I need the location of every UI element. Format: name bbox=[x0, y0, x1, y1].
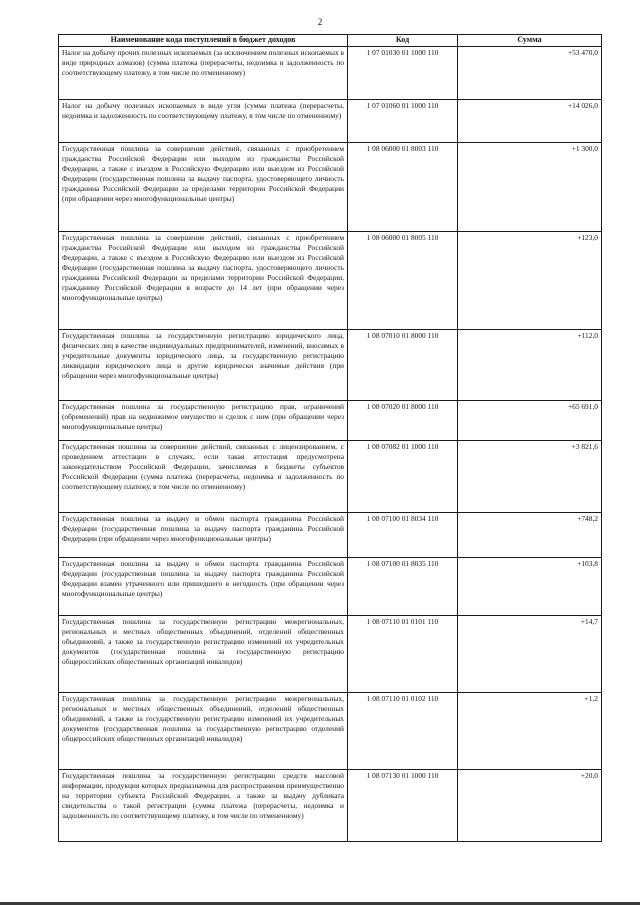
revenue-name: Государственная пошлина за выдачу и обмен паспорта гражданина Российской Федерации (государственная пошлина за выдачу паспорта гражданина Российской Федерации взамен утраченного или пришедшего в негодность (при обращении через многофункциональные центры) bbox=[59, 558, 348, 616]
revenue-code: 1 08 07020 01 8000 110 bbox=[348, 401, 458, 441]
table-row bbox=[59, 441, 602, 513]
table-row bbox=[59, 558, 602, 616]
revenue-amount: +14 026,0 bbox=[458, 100, 602, 143]
table-row bbox=[59, 693, 602, 770]
revenue-code: 1 08 07110 01 0102 110 bbox=[348, 693, 458, 770]
revenue-code: 1 08 07130 01 1000 110 bbox=[348, 770, 458, 842]
table-row bbox=[59, 513, 602, 558]
revenue-name: Государственная пошлина за совершение действий, связанных с лицензированием, с проведением аттестации в случаях, если такая аттестация предусмотрена законодательством Российской Федерации, зачисляемая в бюджеты субъектов Российской Федерации (сумма платежа (перерасчеты, недоимка и задолженность по соответствующему платежу, в том числе по отмененному) bbox=[59, 441, 348, 513]
revenue-code: 1 08 07010 01 8000 110 bbox=[348, 330, 458, 401]
revenue-name: Государственная пошлина за совершение действий, связанных с приобретением гражданства Российской Федерации или выходом из гражданства Российской Федерации, а также с въездом в Российскую Федерацию или выездом из Российской Федерации (государственная пошлина за выдачу паспорта, удостоверяющего личность гражданина Российской Федерации за пределами территории Российской Федерации (при обращении через многофункциональные центры) bbox=[59, 143, 348, 232]
revenue-amount: +20,0 bbox=[458, 770, 602, 842]
table-row bbox=[59, 401, 602, 441]
revenue-name: Государственная пошлина за выдачу и обмен паспорта гражданина Российской Федерации (государственная пошлина за выдачу паспорта гражданина Российской Федерации (при обращении через многофункциональные центры) bbox=[59, 513, 348, 558]
table-row bbox=[59, 330, 602, 401]
revenue-amount: +1,2 bbox=[458, 693, 602, 770]
table-row bbox=[59, 100, 602, 143]
revenue-amount: +123,0 bbox=[458, 232, 602, 330]
revenue-code: 1 08 07082 01 1000 110 bbox=[348, 441, 458, 513]
header-amount: Сумма bbox=[458, 35, 602, 47]
revenue-amount: +14,7 bbox=[458, 616, 602, 693]
header-code: Код bbox=[348, 35, 458, 47]
table-header-row bbox=[59, 35, 602, 47]
revenue-amount: +65 691,0 bbox=[458, 401, 602, 441]
table-row bbox=[59, 143, 602, 232]
page-number: 2 bbox=[317, 17, 323, 27]
revenue-amount: +103,8 bbox=[458, 558, 602, 616]
header-name: Наименование кода поступлений в бюджет доходов bbox=[59, 35, 348, 47]
table-row bbox=[59, 770, 602, 842]
revenue-code: 1 08 06000 01 8005 110 bbox=[348, 232, 458, 330]
revenue-name: Государственная пошлина за государственную регистрацию межрегиональных, региональных и местных общественных объединений, отделений общественных объединений, а также за государственную регистрацию изменений их учредительных документов (государственная пошлина за государственную регистрацию общероссийских общественных организаций инвалидов) bbox=[59, 616, 348, 693]
revenue-name: Государственная пошлина за государственную регистрацию межрегиональных, региональных и местных общественных объединений, отделений общественных объединений, а также за государственную регистрацию изменений их учредительных документов (государственная пошлина за государственную регистрацию отделений общероссийских общественных организаций инвалидов) bbox=[59, 693, 348, 770]
revenue-name: Государственная пошлина за совершение действий, связанных с приобретением гражданства Российской Федерации или выходом из гражданства Российской Федерации, а также с въездом в Российскую Федерацию или выездом из Российской Федерации (государственная пошлина за выдачу паспорта, удостоверяющего личность гражданина Российской Федерации за пределами территории Российской Федерации, гражданину Российской Федерации в возрасте до 14 лет (при обращении через многофункциональные центры) bbox=[59, 232, 348, 330]
revenue-table bbox=[58, 34, 602, 842]
table-row bbox=[59, 616, 602, 693]
revenue-name: Государственная пошлина за государственную регистрацию прав, ограничений (обременений) прав на недвижимое имущество и сделок с ним (при обращении через многофункциональные центры) bbox=[59, 401, 348, 441]
revenue-name: Налог на добычу прочих полезных ископаемых (за исключением полезных ископаемых в виде природных алмазов) (сумма платежа (перерасчеты, недоимка и задолженность по соответствующему платежу, в том числе по отмененному) bbox=[59, 47, 348, 100]
revenue-code: 1 07 01030 01 1000 110 bbox=[348, 47, 458, 100]
revenue-code: 1 08 06000 01 8003 110 bbox=[348, 143, 458, 232]
revenue-amount: +112,0 bbox=[458, 330, 602, 401]
revenue-code: 1 08 07100 01 8034 110 bbox=[348, 513, 458, 558]
revenue-name: Государственная пошлина за государственную регистрацию юридического лица, физических лиц в качестве индивидуальных предпринимателей, изменений, вносимых в учредительные документы юридического лица, за государственную регистрацию ликвидации юридического лица и другие юридически значимые действия (при обращении через многофункциональные центры) bbox=[59, 330, 348, 401]
revenue-code: 1 08 07110 01 0101 110 bbox=[348, 616, 458, 693]
revenue-amount: +3 821,6 bbox=[458, 441, 602, 513]
revenue-amount: +1 300,0 bbox=[458, 143, 602, 232]
revenue-code: 1 08 07100 01 8035 110 bbox=[348, 558, 458, 616]
revenue-name: Налог на добычу полезных ископаемых в виде угля (сумма платежа (перерасчеты, недоимка и задолженность по соответствующему платежу, в том числе по отмененному) bbox=[59, 100, 348, 143]
revenue-code: 1 07 01060 01 1000 110 bbox=[348, 100, 458, 143]
table-row bbox=[59, 232, 602, 330]
table-row bbox=[59, 47, 602, 100]
revenue-amount: +53 470,0 bbox=[458, 47, 602, 100]
revenue-amount: +748,2 bbox=[458, 513, 602, 558]
revenue-name: Государственная пошлина за государственную регистрацию средств массовой информации, продукция которых предназначена для распространения преимущественно на территории субъекта Российской Федерации, а также за выдачу дубликата свидетельства о такой регистрации (сумма платежа (перерасчеты, недоимка и задолженность по соответствующему платежу, в том числе по отмененному) bbox=[59, 770, 348, 842]
